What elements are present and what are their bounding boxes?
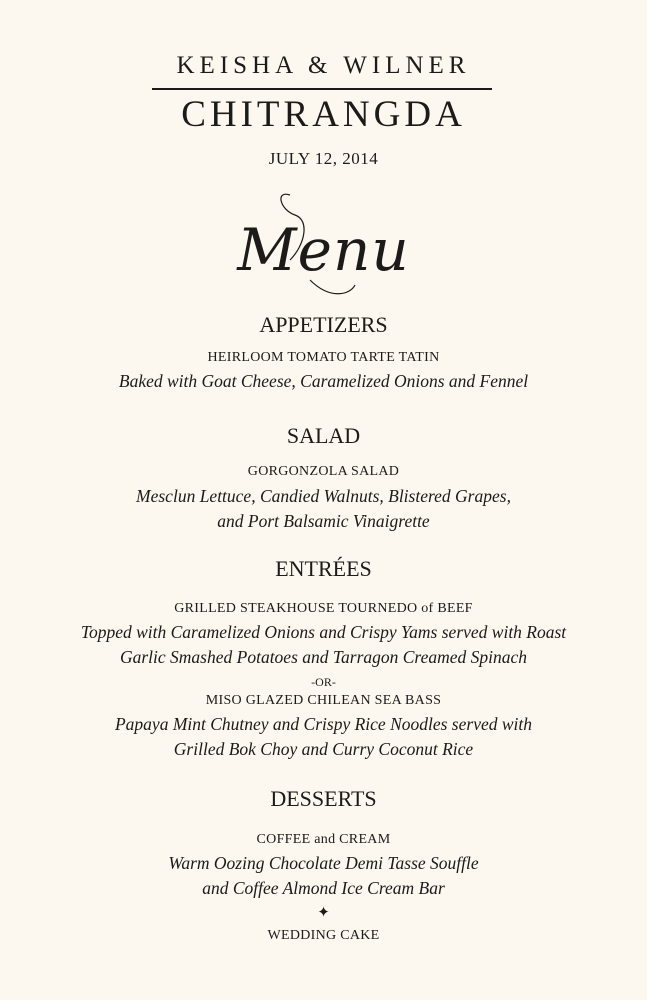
salad-item: GORGONZOLA SALAD (247, 464, 400, 479)
entree-2-description-line-1: Papaya Mint Chutney and Crispy Rice Noodles served with (114, 714, 533, 734)
diamond-ornament-icon: ✦ (317, 903, 330, 921)
dessert-1-description-line-1: Warm Oozing Chocolate Demi Tasse Souffle (168, 853, 479, 873)
section-title-desserts: DESSERTS (270, 786, 377, 811)
header-divider (152, 88, 492, 90)
surname: CHITRANGDA (181, 94, 466, 135)
dessert-1-description-line-2: and Coffee Almond Ice Cream Bar (202, 878, 445, 898)
entree-1-description-line-1: Topped with Caramelized Onions and Crispy Yams served with Roast (80, 622, 567, 642)
dessert-item-1: COFFEE and CREAM (256, 832, 391, 847)
section-title-salad: SALAD (286, 423, 361, 448)
appetizer-description: Baked with Goat Cheese, Caramelized Onions and Fennel (118, 371, 529, 391)
section-title-entrees: ENTRÉES (275, 556, 372, 581)
salad-description-line-2: and Port Balsamic Vinaigrette (217, 511, 430, 531)
entree-item-1: GRILLED STEAKHOUSE TOURNEDO of BEEF (174, 601, 473, 616)
menu-title: Menu (237, 216, 410, 284)
entree-2-description-line-2: Grilled Bok Choy and Curry Coconut Rice (173, 739, 474, 759)
entree-1-description-line-2: Garlic Smashed Potatoes and Tarragon Creamed Spinach (119, 647, 528, 667)
salad-description-line-1: Mesclun Lettuce, Candied Walnuts, Blistered Grapes, (136, 486, 511, 506)
wedding-date: JULY 12, 2014 (268, 149, 379, 168)
section-title-appetizers: APPETIZERS (259, 312, 388, 337)
appetizer-item: HEIRLOOM TOMATO TARTE TATIN (207, 350, 440, 365)
dessert-item-2: WEDDING CAKE (267, 928, 380, 943)
entree-separator: -OR- (311, 675, 336, 689)
couple-names: KEISHA & WILNER (176, 52, 471, 79)
entree-item-2: MISO GLAZED CHILEAN SEA BASS (205, 693, 442, 708)
